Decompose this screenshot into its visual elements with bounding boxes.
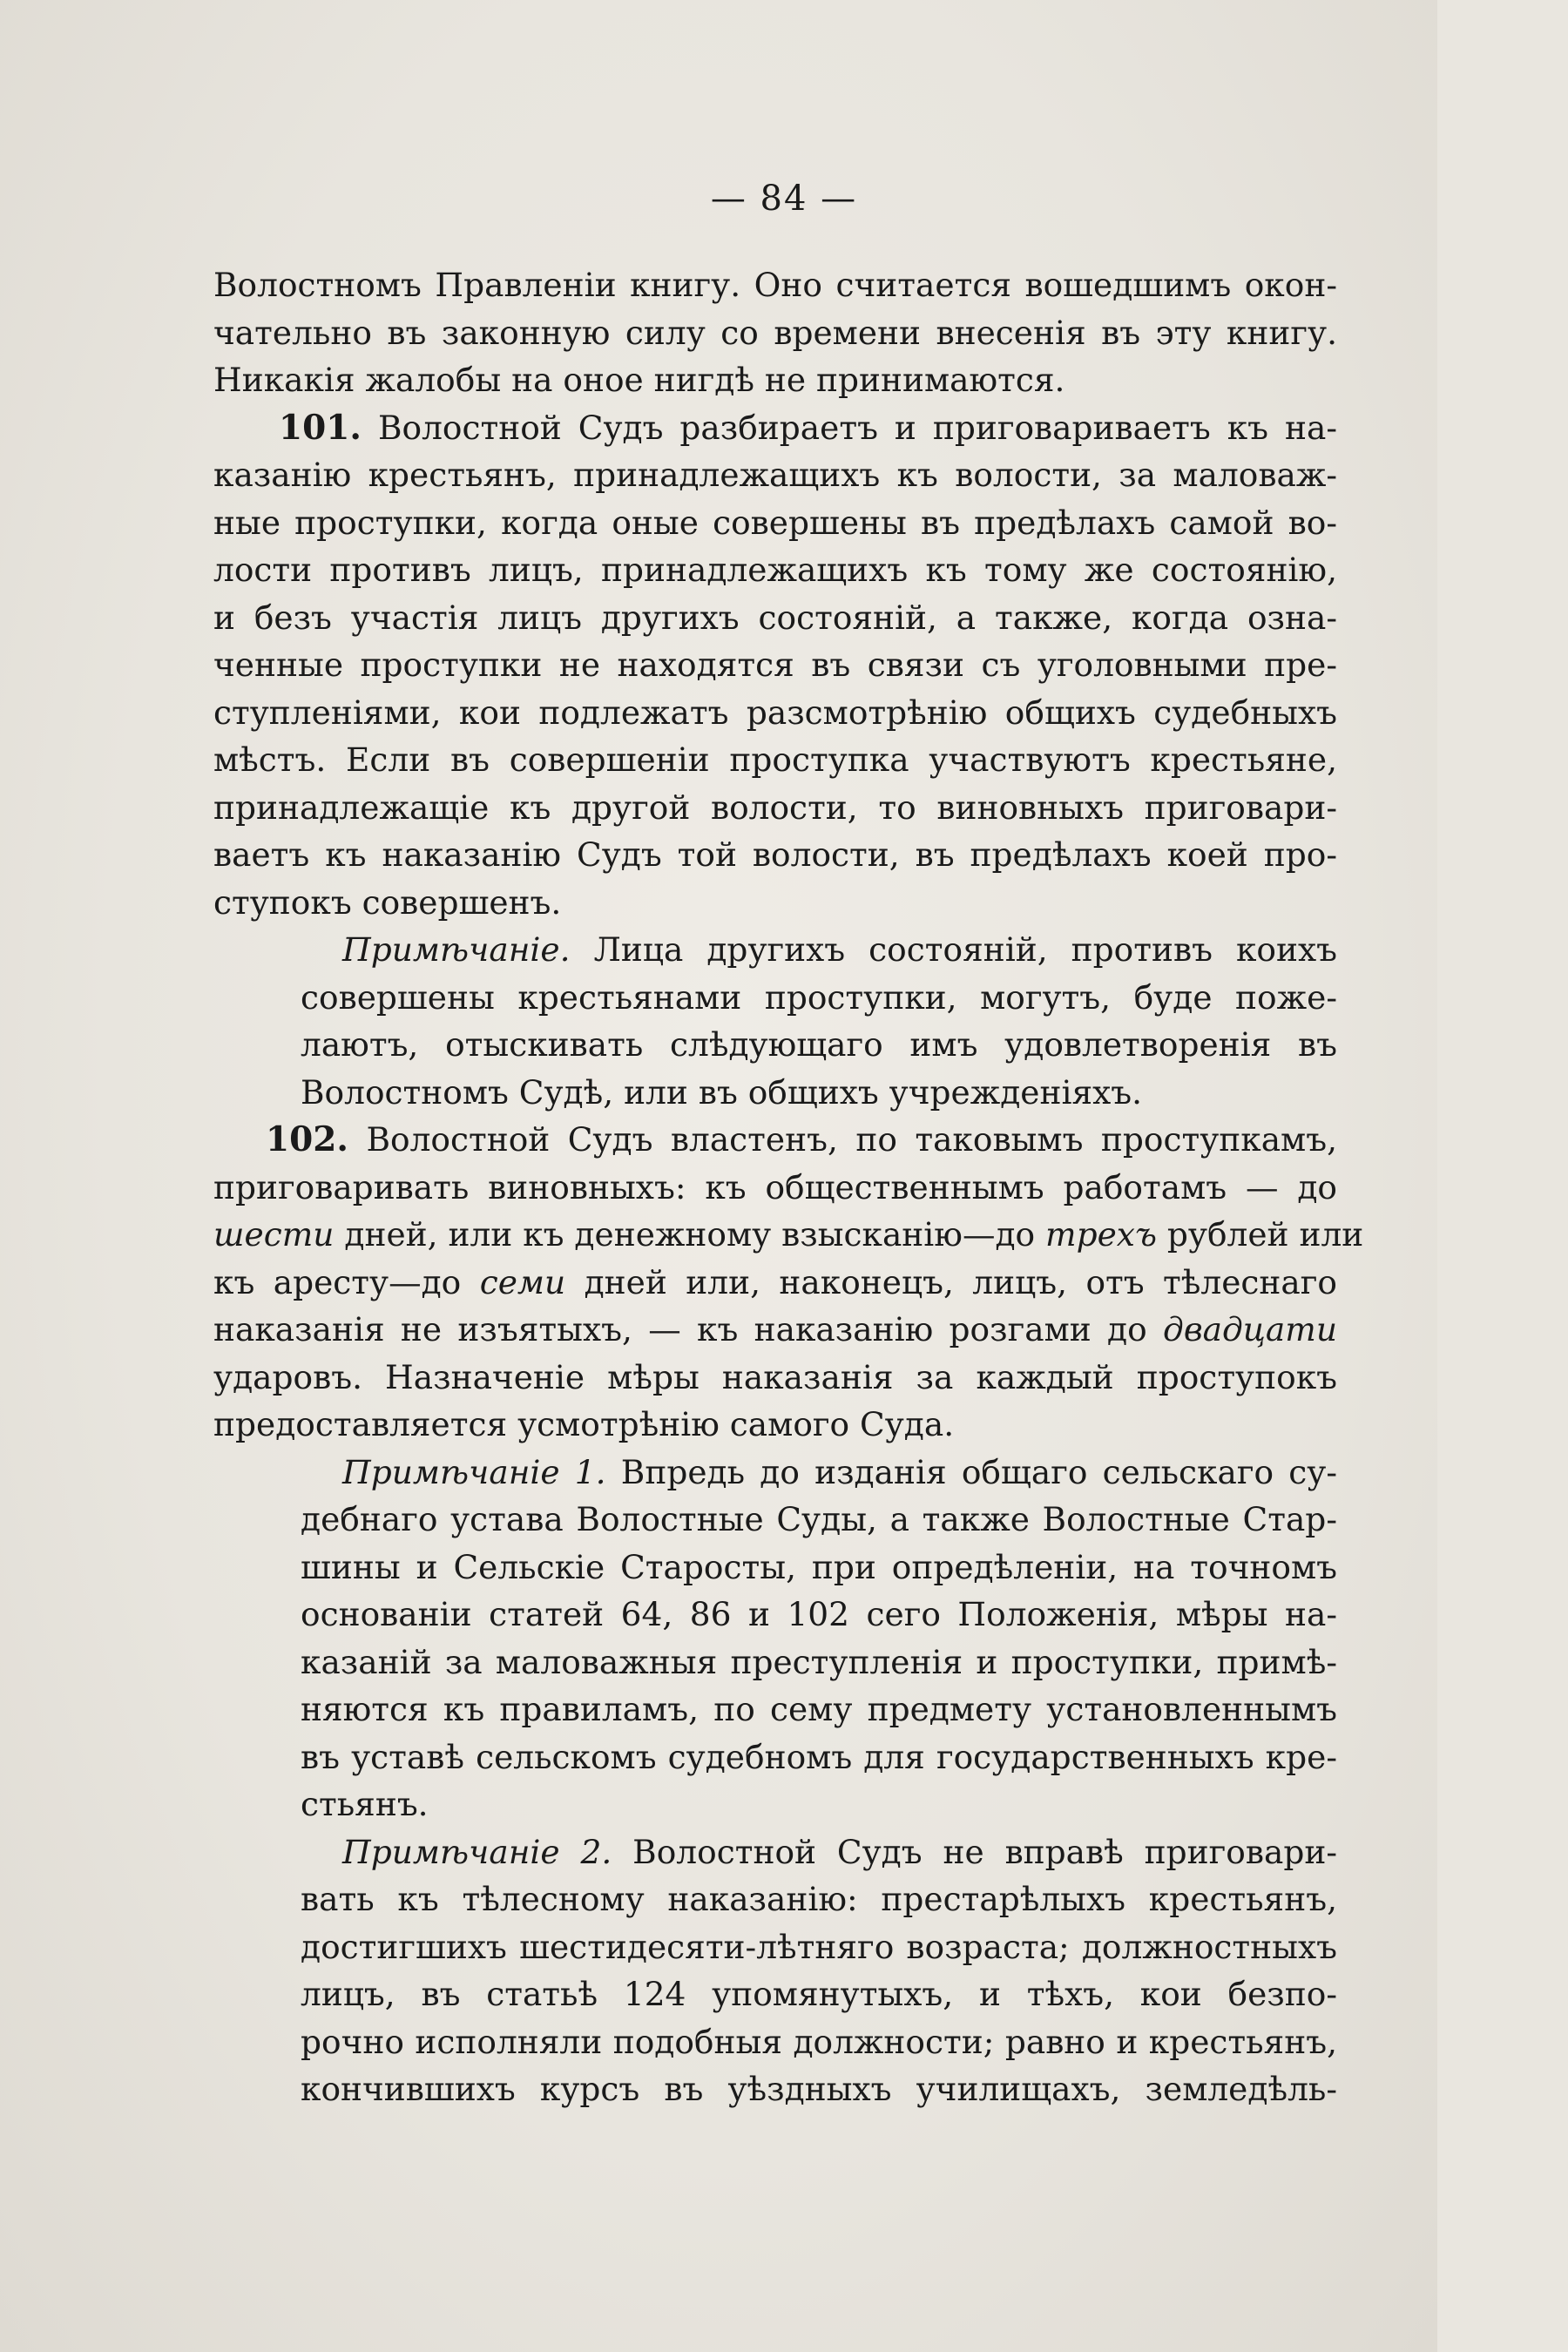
emphasis-six: шести	[213, 1215, 335, 1254]
text-line: Никакія жалобы на оное нигдѣ не принимаются.	[213, 361, 1065, 399]
note-101	[213, 926, 1337, 1116]
text-line: рочно исполняли подобныя должности; равно и крестьянъ,	[301, 2022, 1337, 2061]
emphasis-twenty: двадцати	[1163, 1310, 1337, 1348]
note-label: Примѣчаніе 1.	[342, 1452, 606, 1491]
text-line: ченные проступки не находятся въ связи съ уголовными пре-	[213, 645, 1337, 684]
page-text	[213, 261, 1364, 2113]
text-line: стьянъ.	[301, 1785, 429, 1823]
text-line: казанію крестьянъ, принадлежащихъ къ волости, за маловаж-	[213, 456, 1337, 494]
note-label: Примѣчаніе 2.	[342, 1832, 612, 1871]
text-span: Лица другихъ состояній, противъ коихъ	[593, 930, 1337, 969]
text-span: Волостной Судъ не вправѣ приговари-	[632, 1832, 1338, 1871]
text-line: казаній за маловажныя преступленія и проступки, примѣ-	[301, 1642, 1337, 1681]
text-span: дней или, наконецъ, лицъ, отъ тѣлеснаго	[565, 1262, 1338, 1301]
text-line: и безъ участія лицъ другихъ состояній, а также, когда озна-	[213, 598, 1337, 637]
text-line: предоставляется усмотрѣнію самого Суда.	[213, 1405, 955, 1443]
text-line: совершены крестьянами проступки, могутъ, буде поже-	[301, 977, 1337, 1017]
text-line: Волостномъ Судѣ, или въ общихъ учрежденіяхъ.	[301, 1072, 1143, 1112]
emphasis-seven: семи	[479, 1262, 566, 1301]
text-line: шины и Сельскіе Старосты, при опредѣленіи, на точномъ	[301, 1547, 1337, 1586]
section-101	[213, 404, 1337, 927]
section-102	[213, 1116, 1364, 1449]
text-span: Впредь до изданія общаго сельскаго су-	[620, 1452, 1338, 1491]
text-line: ступокъ совершенъ.	[213, 882, 562, 922]
text-line	[213, 1211, 1364, 1259]
text-line	[213, 1449, 1337, 1497]
text-line: вать къ тѣлесному наказанію: престарѣлыхъ крестьянъ,	[301, 1880, 1337, 1918]
text-line	[213, 1828, 1337, 1876]
text-line: Волостномъ Правленіи книгу. Оно считается вошедшимъ окон-	[213, 266, 1337, 304]
text-line	[213, 404, 1337, 452]
section-number: 102.	[266, 1119, 348, 1159]
text-line: ваетъ къ наказанію Судъ той волости, въ предѣлахъ коей про-	[213, 835, 1337, 874]
text-line: дебнаго устава Волостные Суды, а также Волостные Стар-	[301, 1500, 1337, 1538]
section-number: 101.	[279, 407, 362, 448]
text-line	[213, 1116, 1337, 1164]
text-span: Волостной Судъ разбираетъ и приговариваетъ къ на-	[377, 408, 1337, 447]
text-line: чательно въ законную силу со времени внесенія въ эту книгу.	[213, 313, 1337, 352]
note-2	[213, 1828, 1337, 2113]
note-1	[213, 1449, 1337, 1828]
text-line: кончившихъ курсъ въ уѣздныхъ училищахъ, земледѣль-	[301, 2070, 1337, 2108]
note-label: Примѣчаніе.	[342, 930, 571, 969]
text-line: ударовъ. Назначеніе мѣры наказанія за каждый проступокъ	[213, 1357, 1337, 1396]
text-line: ступленіями, кои подлежатъ разсмотрѣнію общихъ судебныхъ	[213, 693, 1337, 732]
text-line: въ уставѣ сельскомъ судебномъ для государственныхъ кре-	[301, 1737, 1337, 1776]
text-line: приговаривать виновныхъ: къ общественнымъ работамъ — до	[213, 1167, 1337, 1206]
page-number: — 84 —	[710, 179, 858, 219]
text-line: принадлежащіе къ другой волости, то виновныхъ приговари-	[213, 787, 1337, 827]
text-span: Волостной Судъ властенъ, по таковымъ проступкамъ,	[366, 1120, 1337, 1159]
text-line	[213, 926, 1337, 974]
text-line	[213, 1306, 1337, 1354]
text-line: ные проступки, когда оные совершены въ предѣлахъ самой во-	[213, 503, 1337, 542]
emphasis-three: трехъ	[1045, 1215, 1157, 1254]
paragraph-continuation	[213, 261, 1337, 404]
text-line: няются къ правиламъ, по сему предмету установленнымъ	[301, 1690, 1337, 1728]
text-line: основаніи статей 64, 86 и 102 сего Положенія, мѣры на-	[301, 1595, 1337, 1633]
text-line: лости противъ лицъ, принадлежащихъ къ тому же состоянію,	[213, 551, 1337, 589]
text-line: лаютъ, отыскивать слѣдующаго имъ удовлетворенія въ	[301, 1025, 1337, 1064]
text-line: мѣстъ. Если въ совершеніи проступка участвуютъ крестьяне,	[213, 740, 1337, 779]
text-span: наказанія не изъятыхъ, — къ наказанію розгами до	[213, 1310, 1164, 1348]
text-line: лицъ, въ статьѣ 124 упомянутыхъ, и тѣхъ, кои безпо-	[301, 1975, 1337, 2013]
text-line	[213, 1259, 1337, 1307]
text-span: дней, или къ денежному взысканію—до	[334, 1215, 1046, 1254]
text-span: рублей или	[1156, 1215, 1364, 1254]
text-line: достигшихъ шестидесяти-лѣтняго возраста; должностныхъ	[301, 1927, 1337, 1966]
text-span: къ аресту—до	[213, 1262, 480, 1301]
